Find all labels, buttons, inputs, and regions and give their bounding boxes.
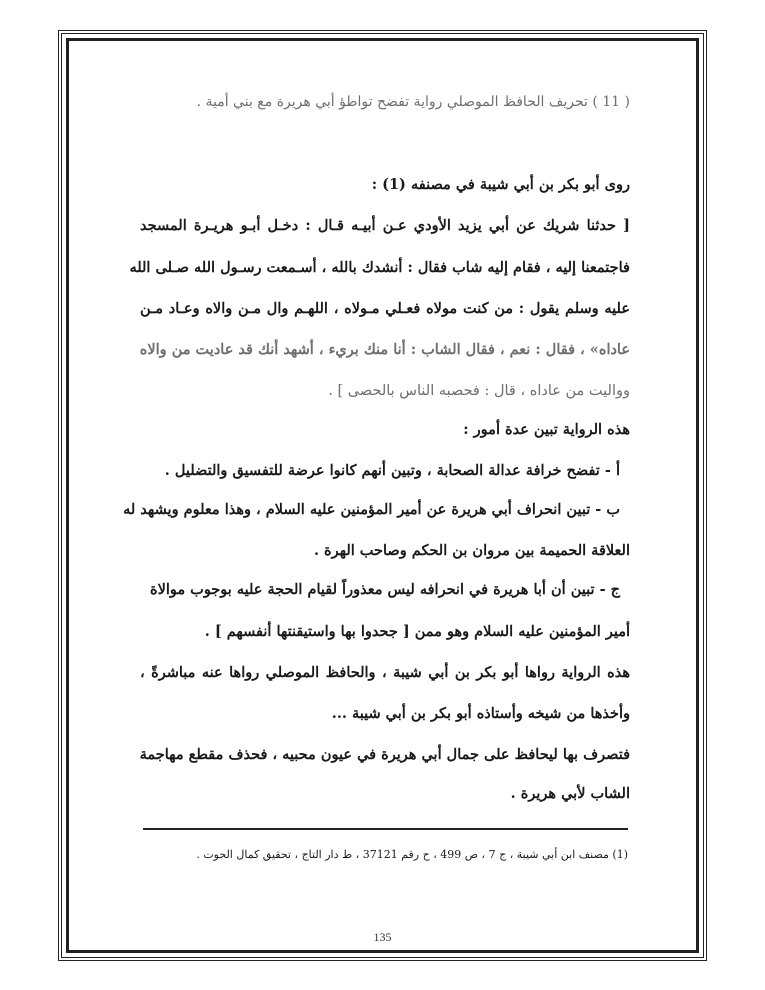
text-line: فتصرف بها ليحافظ على جمال أبي هريرة في عيون محبيه ، فحذف مقطع مهاجمة bbox=[139, 746, 630, 763]
text-line: عليه وسلم يقول : من كنت مولاه فعـلي مـولاه ، اللهـم وال مـن والاه وعـاد مـن bbox=[140, 300, 630, 317]
text-line: الشاب لأبي هريرة . bbox=[510, 785, 630, 802]
page-number: 135 bbox=[373, 930, 392, 944]
text-line: هذه الرواية رواها أبو بكر بن أبي شيبة ، والحافظ الموصلي رواها عنه مباشرةً ، bbox=[140, 664, 630, 681]
footnote-divider bbox=[143, 828, 628, 830]
text-line: هذه الرواية تبين عدة أمور : bbox=[463, 421, 630, 438]
list-item: أ - تفضح خرافة عدالة الصحابة ، وتبين أنهم كانوا عرضة للتفسيق والتضليل . bbox=[164, 462, 620, 479]
text-line: وأخذها من شيخه وأستاذه أبو بكر بن أبي شيبة ... bbox=[331, 705, 630, 722]
text-line: فاجتمعنا إليه ، فقام إليه شاب فقال : أنشدك بالله ، أسـمعت رسـول الله صـلى الله bbox=[129, 259, 630, 276]
footnote: (1) مصنف ابن أبي شيبة ، ج 7 ، ص 499 ، ح رقم 37121 ، ط دار التاج ، تحقيق كمال الحوت . bbox=[196, 848, 628, 861]
text-line: روى أبو بكر بن أبي شيبة في مصنفه (1) : bbox=[371, 176, 630, 193]
section-heading: ( 11 ) تحريف الحافظ الموصلي رواية تفضح تواطؤ أبي هريرة مع بني أمية . bbox=[196, 94, 630, 110]
list-item: ب - تبين انحراف أبي هريرة عن أمير المؤمنين عليه السلام ، وهذا معلوم ويشهد له bbox=[123, 501, 620, 518]
text-line: أمير المؤمنين عليه السلام وهو ممن [ جحدوا بها واستيقنتها أنفسهم ] . bbox=[204, 623, 630, 640]
text-line: عاداه» ، فقال : نعم ، فقال الشاب : أنا منك بريء ، أشهد أنك قد عاديت من والاه bbox=[139, 341, 630, 358]
text-line: وواليت من عاداه ، قال : فحصبه الناس بالحصى ] . bbox=[328, 383, 630, 399]
list-item: ج - تبين أن أبا هريرة في انحرافه ليس معذوراً لقيام الحجة عليه بوجوب موالاة bbox=[149, 581, 620, 598]
text-line: [ حدثنا شريك عن أبي يزيد الأودي عـن أبيـه قـال : دخـل أبـو هريـرة المسجد bbox=[140, 217, 630, 234]
text-line: العلاقة الحميمة بين مروان بن الحكم وصاحب الهرة . bbox=[313, 542, 630, 559]
